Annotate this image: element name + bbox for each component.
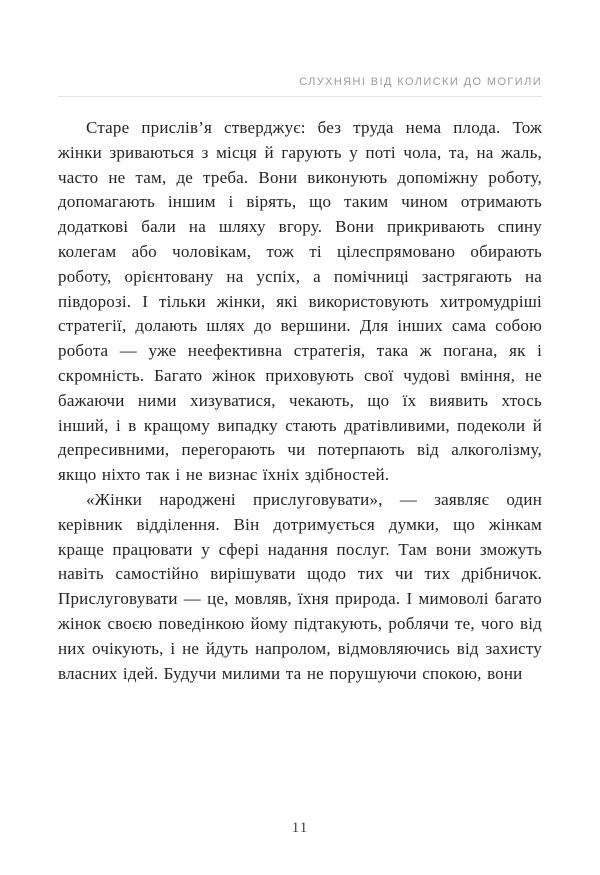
paragraph-1: Старе прислів’я стверджує: без труда нема плода. Тож жінки зриваються з місця й гарують у поті чола, та, на жаль, часто не там, де треба. Вони виконують допоміжну роботу, допомагають іншим і вірять, що таким чином отримають додаткові бали на шляху вгору. Вони прикривають спину колегам або чоловікам, тож ті цілеспрямовано обирають роботу, орієнтовану на успіх, а помічниці застрягають на півдорозі. І тільки жінки, які використовують хитромудріші стратегії, долають шлях до вершини. Для інших сама собою робота — уже неефективна стратегія, така ж погана, як і скромність. Багато жінок приховують свої чудові вміння, не бажаючи ними хизуватися, чекають, що їх виявить хтось інший, і в кращому випадку стають дратівливими, подеколи й депресивними, перегорають чи потерпають від алкоголізму, якщо ніхто так і не визнає їхніх здібностей.	[58, 118, 542, 485]
page-number: 11	[291, 820, 309, 836]
running-header-title: СЛУХНЯНІ ВІД КОЛИСКИ ДО МОГИЛИ	[299, 76, 542, 88]
paragraph-2: «Жінки народжені прислуговувати», — заявляє один керівник відділення. Він дотримується думки, що жінкам краще працювати у сфері надання послуг. Там вони зможуть навіть самостійно вирішувати щодо тих чи тих дрібничок. Прислуговувати — це, мовляв, їхня природа. І мимоволі багато жінок своєю поведінкою йому підтакують, роблячи те, чого від них очікують, і не йдуть напролом, відмовляючись від захисту власних ідей. Будучи милими та не порушуючи спокою, вони	[58, 489, 542, 683]
page-header	[58, 76, 542, 97]
body-text	[58, 116, 542, 686]
page-footer	[0, 820, 600, 837]
header-divider	[58, 96, 542, 97]
